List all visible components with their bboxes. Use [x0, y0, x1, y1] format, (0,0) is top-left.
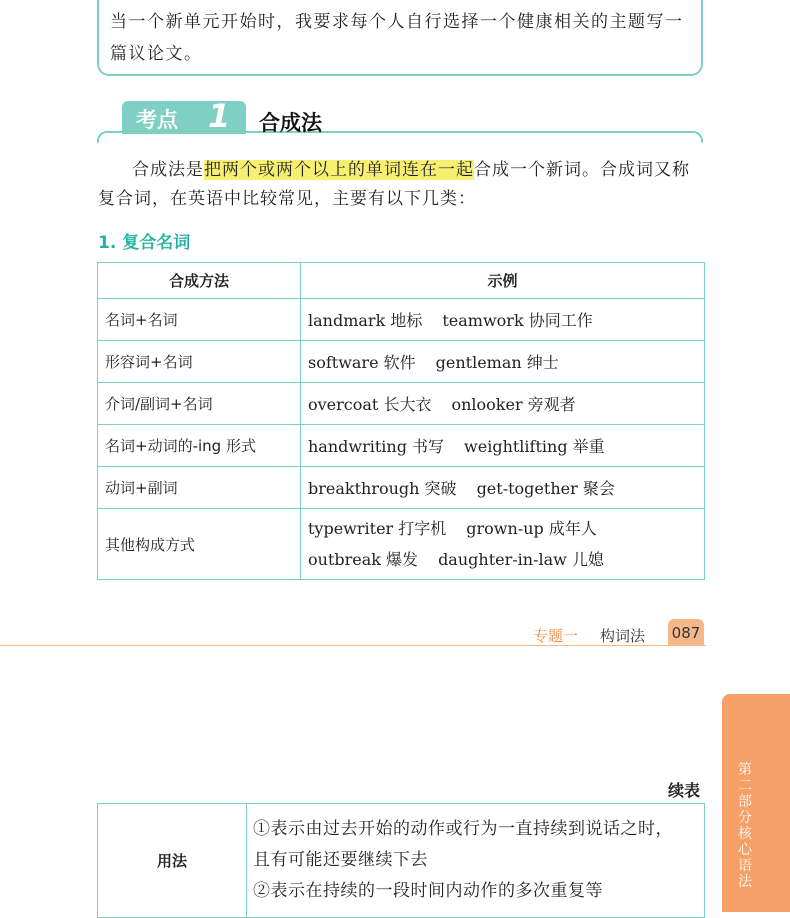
- table-row: [98, 299, 705, 341]
- quote-text: 当一个新单元开始时，我要求每个人自行选择一个健康相关的主题写一篇议论文。: [110, 12, 684, 64]
- example: get-together 聚会: [476, 479, 615, 498]
- table-row: [98, 425, 705, 467]
- table-header-examples: 示例: [301, 263, 705, 299]
- example: gentleman 绅士: [435, 353, 559, 372]
- example: handwriting 书写: [308, 437, 445, 456]
- usage-header: 用法: [98, 804, 247, 918]
- examples-cell: [301, 299, 705, 341]
- examples-cell: [301, 341, 705, 383]
- example: typewriter 打字机: [308, 519, 447, 538]
- example: weightlifting 举重: [464, 437, 605, 456]
- examples-cell: [301, 509, 705, 580]
- example: overcoat 长大衣: [308, 395, 432, 414]
- side-tab[interactable]: [722, 694, 790, 912]
- continued-label: 续表: [668, 781, 701, 800]
- example: teamwork 协同工作: [442, 311, 593, 330]
- subheading: 1. 复合名词: [98, 233, 191, 253]
- usage-table: [97, 803, 705, 918]
- usage-line: 且有可能还要继续下去: [253, 850, 428, 870]
- section-badge: [122, 97, 246, 135]
- usage-line: ②表示在持续的一段时间内动作的多次重复等: [253, 881, 603, 901]
- table-row: [98, 383, 705, 425]
- examples-cell: [301, 467, 705, 509]
- side-tab-label: 第二部分 核心语法: [738, 762, 752, 890]
- table-header-method: 合成方法: [98, 263, 301, 299]
- method-cell: 名词+动词的-ing 形式: [98, 425, 301, 467]
- method-cell: 名词+名词: [98, 299, 301, 341]
- table-row: [98, 341, 705, 383]
- example: grown-up 成年人: [466, 519, 597, 538]
- intro-before: 合成法是: [132, 160, 204, 180]
- intro-after: 合成一个新词。合成词又称复合词，在英语中比较常见，主要有以下几类：: [98, 160, 690, 209]
- example: outbreak 爆发: [308, 550, 419, 569]
- example: software 软件: [308, 353, 416, 372]
- table-row: [98, 467, 705, 509]
- method-cell: 其他构成方式: [98, 509, 301, 580]
- example: onlooker 旁观者: [451, 395, 576, 414]
- page-number: 087: [668, 619, 704, 645]
- method-cell: 介词/副词+名词: [98, 383, 301, 425]
- compound-noun-table: [97, 262, 705, 580]
- example: daughter-in-law 儿媳: [438, 550, 604, 569]
- usage-body: [247, 804, 705, 918]
- intro-highlight: 把两个或两个以上的单词连在一起: [204, 160, 474, 180]
- table-header-row: [98, 263, 705, 299]
- method-cell: 形容词+名词: [98, 341, 301, 383]
- example: breakthrough 突破: [308, 479, 457, 498]
- intro-paragraph: [98, 156, 706, 214]
- method-cell: 动词+副词: [98, 467, 301, 509]
- section-badge-label: 考点: [136, 108, 178, 132]
- section-badge-number: 1: [208, 97, 231, 135]
- examples-cell: [301, 383, 705, 425]
- table-row: [98, 509, 705, 580]
- usage-line: ①表示由过去开始的动作或行为一直持续到说话之时，: [253, 819, 673, 839]
- footer-topic: 专题一: [533, 627, 579, 645]
- footer-subtopic: 构词法: [600, 627, 646, 645]
- example: landmark 地标: [308, 311, 423, 330]
- section-title: 合成法: [259, 111, 322, 135]
- table-row: [98, 804, 705, 918]
- examples-cell: [301, 425, 705, 467]
